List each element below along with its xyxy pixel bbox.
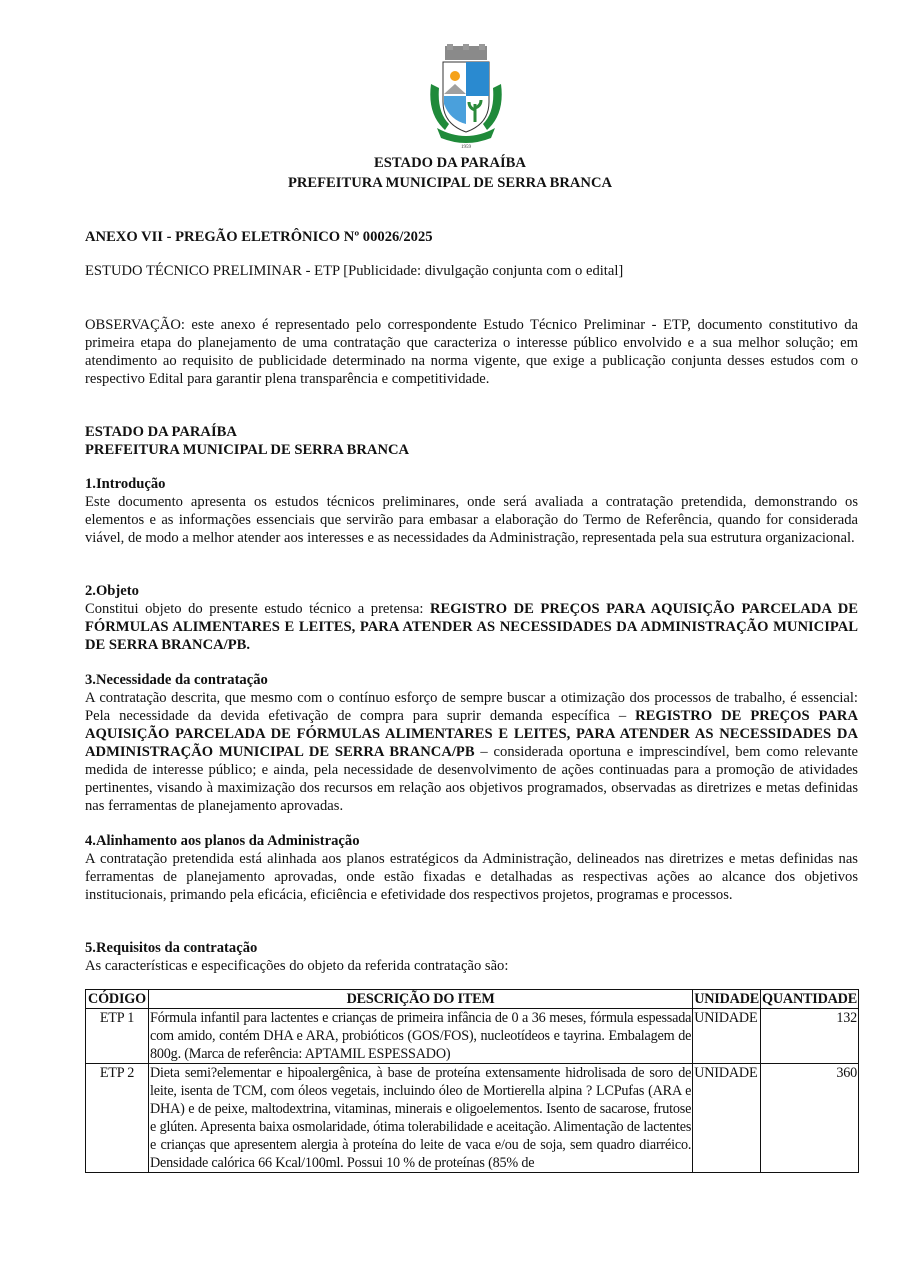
section-alignment-title: 4.Alinhamento aos planos da Administração: [85, 833, 360, 849]
header-quantity: QUANTIDADE: [762, 991, 857, 1007]
table-header-row: [86, 990, 859, 1009]
section-requirements-title: 5.Requisitos da contratação: [85, 940, 258, 956]
svg-text:1959: 1959: [461, 145, 471, 150]
row-unit: UNIDADE: [693, 1064, 761, 1173]
row-description: Fórmula infantil para lactentes e crianças de primeira infância de 0 a 36 meses, fórmula espessada com amido, contém DHA e ARA, probióticos (GOS/FOS), nucleotídeos e tayrina. Embalagem de 800g. (Marca de referência: APTAMIL ESPESSADO): [150, 1010, 692, 1062]
body-header-city-hall: PREFEITURA MUNICIPAL DE SERRA BRANCA: [85, 442, 410, 458]
row-quantity: 132: [761, 1009, 859, 1064]
header-description: DESCRIÇÃO DO ITEM: [149, 990, 693, 1009]
need-text-2: – considerada oportuna e imprescindível, bem como relevante medida de interesse público; e ainda, pela necessidade de desenvolvimento de ações continuadas para a promoção de atividades pertinentes, visando à maximização dos recursos em relação aos objetivos programados, observadas as diretrizes e metas definidas nas ferramentas de planejamento aprovadas.: [85, 744, 858, 814]
annex-title: ANEXO VII - PREGÃO ELETRÔNICO Nº 00026/2025: [85, 229, 433, 245]
body-header-state: ESTADO DA PARAÍBA: [85, 424, 237, 440]
section-need-text: [85, 689, 858, 815]
row-quantity: 360: [761, 1064, 859, 1173]
section-requirements-text: As características e especificações do objeto da referida contratação são:: [85, 958, 509, 974]
header-state: ESTADO DA PARAÍBA: [374, 155, 526, 171]
header-unit: UNIDADE: [694, 991, 760, 1007]
table-row: [86, 1064, 859, 1173]
header-code: CÓDIGO: [86, 990, 149, 1009]
header-city-hall: PREFEITURA MUNICIPAL DE SERRA BRANCA: [287, 175, 613, 191]
etp-line: ESTUDO TÉCNICO PRELIMINAR - ETP [Publicidade: divulgação conjunta com o edital]: [85, 263, 624, 279]
row-code: ETP 1: [86, 1009, 149, 1064]
need-bold-text: REGISTRO DE PREÇOS PARA AQUISIÇÃO PARCELADA DE FÓRMULAS ALIMENTARES E LEITES, PARA ATENDER AS NECESSIDADES DA ADMINISTRAÇÃO MUNICIPAL DE SERRA BRANCA/PB: [85, 708, 859, 760]
need-text-1: A contratação descrita, que mesmo com o contínuo esforço de sempre buscar a otimização dos processos de trabalho, é essencial: Pela necessidade da devida efetivação de compra para suprir demanda específica –: [85, 690, 858, 724]
object-text: Constitui objeto do presente estudo técnico a pretensa:: [85, 601, 431, 617]
section-intro-title: 1.Introdução: [85, 476, 166, 492]
section-object-title: 2.Objeto: [85, 583, 139, 599]
table-row: [86, 1009, 859, 1064]
section-intro-text: Este documento apresenta os estudos técnicos preliminares, onde será avaliada a contratação pretendida, demonstrando os elementos e as informações essenciais que servirão para embasar a elaboração do Termo de Referência, quando for considerada viável, de modo a melhor atender aos interesses e as necessidades da Administração, representada pela sua estrutura organizacional.: [85, 494, 858, 546]
items-table: [85, 989, 859, 1173]
section-alignment-text: A contratação pretendida está alinhada aos planos estratégicos da Administração, delineados nas diretrizes e metas definidas nas ferramentas de planejamento aprovadas, onde estão fixadas e detalhadas as respectivas ações ao alcance dos objetivos institucionais, primando pela eficácia, eficiência e efetividade dos respectivos projetos, programas e processos.: [85, 851, 858, 903]
row-description: Dieta semi?elementar e hipoalergênica, à base de proteína extensamente hidrolisada de soro de leite, isenta de TCM, com óleos vegetais, incluindo óleo de Mortierella alpina ? LCPufas (ARA e DHA) e de peixe, maltodextrina, vitaminas, minerais e oligoelementos. Isento de sacarose, frutose e glúten. Apresenta baixa osmolaridade, ótima tolerabilidade e aceitação. Alimentação de lactentes e crianças que apresentem alergia à proteína do leite de vaca e/ou de soja, sem quadro diarréico. Densidade calórica 66 Kcal/100ml. Possui 10 % de proteínas (85% de: [150, 1065, 692, 1171]
section-need-title: 3.Necessidade da contratação: [85, 672, 268, 688]
observation-paragraph: OBSERVAÇÃO: este anexo é representado pelo correspondente Estudo Técnico Preliminar - ETP, documento constitutivo da primeira etapa do planejamento de uma contratação que caracteriza o interesse público envolvido e a sua melhor solução; em atendimento ao requisito de publicidade determinado na norma vigente, que exige a publicação conjunta desses estudos com o respectivo Edital para garantir plena transparência e competitividade.: [85, 317, 858, 387]
object-bold-text: REGISTRO DE PREÇOS PARA AQUISIÇÃO PARCELADA DE FÓRMULAS ALIMENTARES E LEITES, PARA ATENDER AS NECESSIDADES DA ADMINISTRAÇÃO MUNICIPAL DE SERRA BRANCA/PB.: [85, 601, 859, 653]
section-object-text: [85, 600, 858, 654]
row-unit: UNIDADE: [693, 1009, 761, 1064]
coat-of-arms-logo: [425, 44, 507, 150]
row-code: ETP 2: [86, 1064, 149, 1173]
